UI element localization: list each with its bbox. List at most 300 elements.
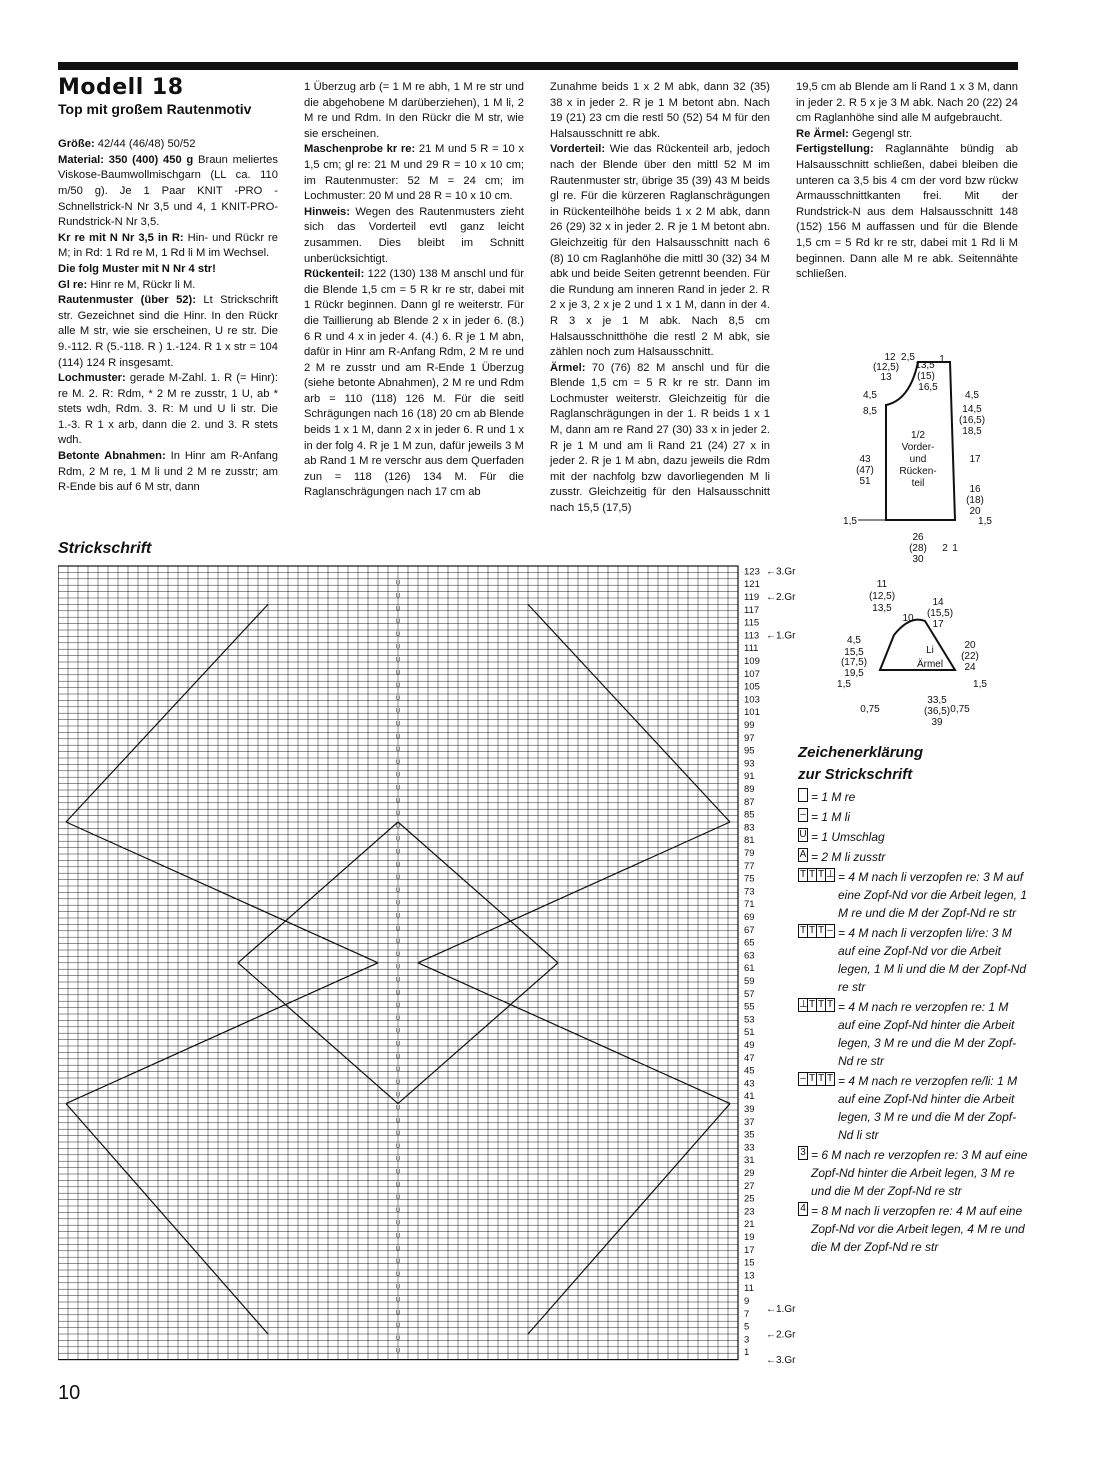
legend-symbol-icon (798, 868, 835, 882)
chart-stitch-mark: U (395, 657, 401, 664)
size-marker: ←3.Gr (766, 566, 796, 578)
chart-stitch-mark: U (395, 1143, 401, 1150)
chart-stitch-mark: U (395, 1105, 401, 1112)
paragraph (58, 449, 278, 496)
measurement-label: 17 (932, 619, 944, 630)
row-number: 65 (744, 937, 755, 949)
legend-item (798, 848, 1028, 866)
paragraph (304, 267, 524, 501)
chart-stitch-mark: U (395, 1259, 401, 1266)
row-number: 25 (744, 1193, 755, 1205)
paragraph-text: 1 Überzug arb (= 1 M re abh, 1 M re str und die abgehobene M darüberziehen), 1 M li, 2 M re und Rdm. In den Rückr die M str, wie sie erscheinen. (304, 81, 524, 140)
measurement-label: Vorder- (901, 442, 935, 453)
row-number: 33 (744, 1142, 755, 1154)
chart-stitch-mark: U (395, 913, 401, 920)
legend-symbol-cell: A (799, 849, 807, 860)
chart-stitch-mark: U (395, 1323, 401, 1330)
row-number: 23 (744, 1206, 755, 1218)
legend-symbol-icon (798, 808, 808, 822)
legend-item (798, 1146, 1028, 1200)
paragraph-text: Wie das Rückenteil arb, jedoch nach der Blende über den mittl 52 M im Rautenmuster str, übrige 35 (39) 43 M beids gl re. Für die kürzeren Raglanschrägungen in Rückenteilhöhe beids 1 x 2 M abk, dann 26 (29) 32 x in jeder 2. R je 1 M betont abn. Gleichzeitig für den Halsausschnitt nach 6 (8) 10 cm Raglanhöhe die mittl 30 (32) 34 M abk und beide Seiten getrennt beenden. Für die Rundung am inneren Rand in jeder 2. R 2 x je 3, 2 x je 2 und 1 x 1 M, dann in der 4. R 3 x je 1 M abk. Nach 8,5 cm Halsausschnitthöhe die restl 2 M abk, sie zählen noch zum Halsausschnitt. (550, 143, 770, 359)
chart-stitch-mark: U (395, 977, 401, 984)
measurement-label: 17 (969, 454, 981, 465)
row-number: 49 (744, 1040, 755, 1051)
chart-stitch-mark: U (395, 1348, 401, 1355)
legend-symbol-cell: U (799, 829, 807, 840)
legend-symbol-cell: 3 (800, 1147, 806, 1158)
chart-stitch-mark: U (395, 1079, 401, 1086)
row-number: 77 (744, 860, 755, 872)
measurement-label: 1 (939, 354, 945, 365)
paragraph-text: 122 (130) 138 M anschl und für die Blende 1,5 cm = 5 R kr re str, dabei mit 1 Rückr beginnen. Dann gl re weiterstr. Für die Taillierung ab Blende 2 x in jeder 6. (8.) 6 R und 4 x in jeder 4. (4.) 6. R je 1 M abn, dafür in Hinr am R-Anfang Rdm, 2 M re und 2 M re zusstr und am R-Ende 1 Überzug (siehe betonte Abnahmen), 2 M re und Rdm arb = 110 (118) 126 M. Für die seitl Schrägungen nach 16 (18) 20 cm ab Blende beids 1 x 1 M, dann 2 x in jeder 6. R und 1 x in der folg 4. R je 1 M zun, dafür jeweils 3 M ab Rand 1 M re verschr aus dem Querfaden zun = 118 (126) 134 M. Für die Raglanschrägungen nach 17 cm ab (304, 268, 524, 499)
chart-stitch-mark: U (395, 1169, 401, 1176)
measurement-label: 30 (912, 554, 924, 565)
row-number: 27 (744, 1180, 755, 1192)
legend-text: = 4 M nach li verzopfen li/re: 3 M auf eine Zopf-Nd vor die Arbeit legen, 1 M li und die M der Zopf-Nd re str (838, 926, 1027, 994)
row-number: 91 (744, 771, 755, 783)
paragraph-text: gerade M-Zahl. 1. R (= Hinr): re M. 2. R: Rdm, * 2 M re zusstr, 1 U, ab * stets wdh, Rdm. 3. R: M und U li str. Die 1.-3. R 1 x arb, dann die 2. und 3. R stets wdh. (58, 372, 278, 447)
row-number: 61 (744, 963, 755, 975)
paragraph-text: Raglannähte bündig ab Halsausschnitt schließen, dabei bleiben die unteren ca 3,5 bis 4 cm der vord bzw rückw Armausschnittkanten frei. Mit der Rundstrick-N aus dem Halsausschnitt 148 (152) 156 M auffassen und für die Blende 1,5 cm = 5 Rd kr re str, dabei mit 1 Rd li M beginnen. Dann alle M re abk. Seitennähte schließen. (796, 143, 1018, 281)
measurement-label: 13 (880, 372, 892, 383)
paragraph (58, 293, 278, 371)
size-marker: ←1.Gr (766, 630, 796, 642)
row-number: 51 (744, 1027, 755, 1039)
paragraph-heading: Betonte Abnahmen: (58, 450, 166, 463)
paragraph (304, 205, 524, 267)
chart-stitch-mark: U (395, 1310, 401, 1317)
legend-symbol-cell: T (808, 1073, 816, 1084)
legend-text: = 4 M nach re verzopfen re/li: 1 M auf eine Zopf-Nd hinter die Arbeit legen, 3 M re und die M der Zopf-Nd li str (838, 1074, 1018, 1142)
paragraph-text: Lt Strickschrift str. Gezeichnet sind die Hinr. In den Rückr alle M str, wie sie erscheinen, U re str. Die 9.-112. R (5.-118. R ) 1.-124. R 1 x str = 104 (114) 124 R insgesamt. (58, 294, 278, 369)
row-number: 55 (744, 1001, 755, 1013)
measurement-label: 8,5 (863, 406, 877, 417)
paragraph (58, 278, 278, 294)
model-subtitle: Top mit großem Rautenmotiv (58, 100, 252, 117)
legend-symbol-cell: T (799, 925, 807, 936)
paragraph-text: In Hinr am R-Anfang Rdm, 2 M re, 1 M li und 2 M re zusstr; am R-Ende bis auf 6 M str, dann (58, 450, 278, 494)
paragraph-text: 21 M und 5 R = 10 x 1,5 cm; gl re: 21 M und 29 R = 10 x 10 cm; im Rautenmuster: 52 M = 24 cm; im Lochmuster: 20 M und 28 R = 10 x 10 cm. (304, 143, 524, 203)
row-number: 81 (744, 835, 755, 847)
row-number: 37 (744, 1116, 755, 1128)
measurement-label: (15,5) (926, 608, 954, 619)
measurement-label: (28) (909, 543, 927, 554)
measurement-label: (22) (961, 651, 979, 662)
chart-stitch-mark: U (395, 990, 401, 997)
row-number: 45 (744, 1065, 755, 1077)
sleeve-schematic (830, 575, 1030, 730)
row-number: 57 (744, 988, 755, 1000)
measurement-label: 51 (859, 476, 871, 487)
legend-text: = 6 M nach re verzopfen re: 3 M auf eine Zopf-Nd hinter die Arbeit legen, 3 M re und die M der Zopf-Nd re str (811, 1148, 1028, 1198)
row-number: 7 (744, 1308, 750, 1320)
chart-stitch-mark: U (395, 836, 401, 843)
chart-stitch-mark: U (395, 670, 401, 677)
row-number: 87 (744, 796, 755, 808)
paragraph (550, 142, 770, 360)
legend-item (798, 998, 1028, 1070)
chart-title: Strickschrift (58, 540, 152, 557)
legend-symbol-cell: T (817, 869, 825, 880)
paragraph (304, 80, 524, 142)
chart-stitch-mark: U (395, 644, 401, 651)
chart-stitch-mark: U (395, 1182, 401, 1189)
paragraph (796, 142, 1018, 282)
measurement-label: teil (911, 478, 925, 489)
measurement-label: 13,5 (915, 360, 935, 371)
legend-text: = 1 Umschlag (811, 830, 885, 844)
chart-stitch-mark: U (395, 619, 401, 626)
row-number: 5 (744, 1321, 750, 1333)
legend-title: Zeichenerklärung (798, 744, 924, 761)
paragraph-text: Gegengl str. (848, 127, 913, 140)
row-number: 89 (744, 784, 755, 795)
measurement-label: 12 (884, 352, 896, 363)
text-column-4 (796, 80, 1018, 283)
paragraph (58, 137, 278, 153)
measurement-label: 39 (931, 717, 943, 728)
row-number: 85 (744, 809, 755, 821)
legend-symbol-cell (799, 789, 807, 801)
chart-stitch-mark: U (395, 1041, 401, 1048)
chart-stitch-mark: U (395, 593, 401, 600)
legend-symbol-icon (798, 924, 835, 938)
paragraph-heading: Vorderteil: (550, 143, 606, 156)
measurement-label: (17,5) (840, 657, 868, 668)
measurement-label: 19,5 (844, 668, 864, 679)
top-rule (58, 62, 1018, 70)
chart-stitch-mark: U (395, 759, 401, 766)
size-marker: ←1.Gr (766, 1304, 796, 1315)
page-number: 10 (58, 1382, 81, 1404)
chart-stitch-mark: U (395, 1207, 401, 1214)
measurement-label: 0,75 (860, 704, 880, 715)
row-number: 99 (744, 720, 755, 731)
paragraph (796, 80, 1018, 127)
measurement-label: 16,5 (918, 382, 938, 393)
chart-stitch-mark: U (395, 606, 401, 613)
row-number: 13 (744, 1270, 755, 1282)
measurement-label: 0,75 (950, 704, 970, 715)
paragraph-heading: Rautenmuster (über 52): (58, 294, 196, 307)
chart-stitch-mark: U (395, 683, 401, 690)
paragraph (304, 142, 524, 204)
legend-symbol-icon (798, 788, 808, 802)
measurement-label: 43 (859, 454, 871, 465)
row-number: 115 (744, 617, 760, 629)
chart-stitch-mark: U (395, 785, 401, 792)
measurement-label: (16,5) (958, 415, 986, 426)
measurement-label: 10 (902, 613, 914, 624)
row-number: 79 (744, 848, 755, 859)
row-number: 21 (744, 1219, 755, 1231)
row-number: 67 (744, 924, 755, 936)
measurement-label: 4,5 (847, 635, 861, 646)
row-number: 31 (744, 1155, 755, 1167)
chart-stitch-mark: U (395, 811, 401, 818)
legend-item (798, 788, 1028, 806)
chart-stitch-mark: U (395, 862, 401, 869)
row-number: 83 (744, 822, 755, 834)
paragraph-heading: Maschenprobe kr re: (304, 143, 416, 156)
paragraph (550, 80, 770, 142)
legend-symbol-cell: T (826, 999, 834, 1010)
chart-stitch-mark: U (395, 631, 401, 638)
paragraph-text: Wegen des Rautenmusters zieht sich das Vorderteil evtl ganz leicht zusammen. Dies bleibt im Schnitt unberücksichtigt. (304, 205, 524, 265)
measurement-label: und (909, 454, 927, 465)
measurement-label: 16 (969, 484, 981, 495)
chart-stitch-mark: U (395, 1297, 401, 1304)
row-number: 95 (744, 745, 755, 757)
legend-item (798, 828, 1028, 846)
legend-symbol-cell: 4 (800, 1203, 806, 1214)
legend-text: = 1 M re (811, 790, 856, 804)
legend-symbol-icon (798, 1072, 835, 1086)
row-number: 109 (744, 656, 760, 667)
row-number: 19 (744, 1232, 755, 1243)
row-number: 117 (744, 604, 760, 616)
legend-text: = 8 M nach li verzopfen re: 4 M auf eine Zopf-Nd vor die Arbeit legen, 4 M re und die M der Zopf-Nd re str (811, 1204, 1025, 1254)
chart-stitch-mark: U (395, 1118, 401, 1125)
chart-stitch-mark: U (395, 695, 401, 702)
knitting-chart (58, 562, 818, 1382)
row-number: 119 (744, 592, 760, 603)
chart-stitch-mark: U (395, 1092, 401, 1099)
row-number: 53 (744, 1014, 755, 1026)
legend-symbol-icon (798, 998, 835, 1012)
legend-symbol-cell: ⊥ (826, 869, 835, 880)
legend-symbol-cell: T (808, 869, 816, 880)
row-number: 63 (744, 950, 755, 962)
chart-stitch-mark: U (395, 1156, 401, 1163)
paragraph (58, 262, 278, 278)
measurement-label: 13,5 (872, 603, 892, 614)
legend-text: = 1 M li (811, 810, 851, 824)
chart-stitch-mark: U (395, 734, 401, 741)
legend-symbol-icon (798, 828, 808, 842)
paragraph-text: 70 (76) 82 M anschl und für die Blende 1,5 cm = 5 R kr re str. Dann im Lochmuster weiterstr. Gleichzeitig für die Raglanschrägungen in der 1. R beids 1 x 1 M, dann am re Rand 27 (30) 33 x in jeder 2. R je 1 M und am li Rand 21 (24) 27 x in jeder 2. R je 1 M abn, dazu jeweils die Rdm mit der nachfolg bzw davorliegenden M li zusstr. Gleichzeitig für den Halsausschnitt nach 15,5 (17,5) (550, 361, 770, 515)
chart-stitch-mark: U (395, 1054, 401, 1061)
paragraph-text: Hinr re M, Rückr li M. (87, 278, 196, 291)
row-number: 43 (744, 1078, 755, 1090)
row-number: 75 (744, 873, 755, 885)
chart-stitch-mark: U (395, 849, 401, 856)
legend-item (798, 1072, 1028, 1144)
paragraph-heading: Größe: (58, 138, 95, 151)
paragraph-text: Zunahme beids 1 x 2 M abk, dann 32 (35) 38 x in jeder 2. R je 1 M betont abn. Nach 19 (21) 23 cm die restl 50 (52) 54 M für den Halsausschnitt re abk. (550, 81, 770, 140)
body-schematic (830, 350, 1030, 565)
chart-legend (798, 742, 1028, 1256)
chart-stitch-mark: U (395, 1028, 401, 1035)
size-marker: ←3.Gr (766, 1355, 796, 1367)
chart-stitch-mark: U (395, 1271, 401, 1278)
chart-stitch-mark: U (395, 926, 401, 933)
row-number: 15 (744, 1257, 755, 1269)
paragraph-text: 42/44 (46/48) 50/52 (94, 138, 196, 151)
measurement-label: (47) (856, 465, 874, 476)
measurement-label: 4,5 (863, 390, 877, 401)
chart-stitch-mark: U (395, 1195, 401, 1202)
legend-item (798, 1202, 1028, 1256)
row-number: 29 (744, 1168, 755, 1179)
measurement-label: (15) (917, 371, 935, 382)
measurement-label: 18,5 (962, 426, 982, 437)
legend-item (798, 868, 1028, 922)
legend-symbol-icon (798, 1202, 808, 1216)
paragraph-heading: Ärmel: (550, 361, 586, 374)
measurement-label: 1,5 (837, 679, 851, 690)
legend-item (798, 808, 1028, 826)
legend-symbol-cell: – (800, 809, 806, 820)
row-number: 47 (744, 1052, 755, 1064)
measurement-label: 2 (942, 543, 948, 554)
chart-stitch-mark: U (395, 708, 401, 715)
paragraph (58, 153, 278, 231)
measurement-label: 14 (932, 597, 944, 608)
measurement-label: 1,5 (978, 516, 992, 527)
measurement-label: (18) (966, 495, 984, 506)
row-number: 39 (744, 1104, 755, 1115)
paragraph-heading: Lochmuster: (58, 372, 126, 385)
chart-stitch-mark: U (395, 823, 401, 830)
legend-symbol-cell: T (826, 1073, 834, 1084)
text-column-3 (550, 80, 770, 517)
text-column-2 (304, 80, 524, 501)
measurement-label: 1,5 (973, 679, 987, 690)
chart-stitch-mark: U (395, 1067, 401, 1074)
chart-stitch-mark: U (395, 580, 401, 587)
measurement-label: 1/2 (911, 430, 925, 441)
chart-stitch-mark: U (395, 1233, 401, 1240)
row-number: 103 (744, 694, 760, 706)
row-number: 9 (744, 1296, 750, 1307)
measurement-label: Rücken- (899, 466, 937, 477)
row-number: 41 (744, 1091, 755, 1103)
legend-symbol-cell: T (808, 999, 816, 1010)
legend-subtitle: zur Strickschrift (798, 766, 913, 783)
measurement-label: 15,5 (844, 647, 864, 658)
paragraph-heading: Gl re: (58, 278, 88, 291)
legend-symbol-cell: ⊥ (799, 999, 808, 1010)
row-number: 59 (744, 976, 755, 987)
row-number: 71 (744, 899, 755, 911)
legend-symbol-cell: – (799, 1073, 808, 1085)
row-number: 97 (744, 732, 755, 744)
row-number: 3 (744, 1334, 750, 1346)
chart-stitch-mark: U (395, 1220, 401, 1227)
chart-stitch-mark: U (395, 1284, 401, 1291)
chart-stitch-mark: U (395, 1003, 401, 1010)
measurement-label: (12,5) (872, 362, 900, 373)
row-number: 93 (744, 758, 755, 770)
row-number: 111 (744, 643, 759, 655)
chart-stitch-mark: U (395, 1015, 401, 1022)
paragraph-heading: Fertigstellung: (796, 143, 874, 156)
chart-stitch-mark: U (395, 951, 401, 958)
chart-stitch-mark: U (395, 900, 401, 907)
measurement-label: (12,5) (868, 591, 896, 602)
measurement-label: 33,5 (927, 695, 947, 706)
row-number: 35 (744, 1129, 755, 1141)
legend-symbol-cell: T (817, 1073, 825, 1084)
paragraph-heading: Kr re mit N Nr 3,5 in R: (58, 231, 184, 244)
row-number: 107 (744, 668, 760, 680)
paragraph-heading: Rückenteil: (304, 268, 365, 281)
measurement-label: 1 (952, 543, 958, 554)
paragraph-heading: Hinweis: (304, 205, 351, 218)
chart-stitch-mark: U (395, 798, 401, 805)
legend-text: = 4 M nach re verzopfen re: 1 M auf eine Zopf-Nd hinter die Arbeit legen, 3 M re und die M der Zopf-Nd re str (838, 1000, 1017, 1068)
row-number: 123 (744, 566, 760, 578)
row-number: 101 (744, 707, 760, 719)
legend-symbol-icon (798, 848, 808, 862)
paragraph-heading: Die folg Muster mit N Nr 4 str! (58, 262, 216, 275)
measurement-label: 20 (969, 506, 981, 517)
chart-stitch-mark: U (395, 1246, 401, 1253)
chart-stitch-mark: U (395, 939, 401, 946)
text-column-1 (58, 75, 278, 496)
measurement-label: 1,5 (843, 516, 857, 527)
paragraph (796, 127, 1018, 143)
legend-symbol-cell: T (808, 925, 816, 936)
measurement-label: 11 (876, 579, 888, 590)
chart-stitch-mark: U (395, 721, 401, 728)
row-number: 17 (744, 1244, 755, 1256)
paragraph-text: 19,5 cm ab Blende am li Rand 1 x 3 M, dann in jeder 2. R 5 x je 3 M abk. Nach 20 (22) 24 cm Raglanhöhe sind alle M aufgebraucht. (796, 81, 1018, 125)
measurement-label: Ärmel (916, 659, 944, 670)
measurement-label: 24 (964, 662, 976, 673)
measurement-label: Li (926, 645, 934, 656)
row-number: 11 (744, 1283, 754, 1295)
chart-stitch-mark: U (395, 1131, 401, 1138)
paragraph-heading: Re Ärmel: (796, 127, 849, 140)
row-number: 1 (744, 1347, 750, 1359)
legend-text: = 2 M li zusstr (811, 850, 886, 864)
chart-stitch-mark: U (395, 875, 401, 882)
row-number: 69 (744, 912, 755, 923)
chart-stitch-mark: U (395, 1335, 401, 1342)
measurement-label: 20 (964, 640, 976, 651)
row-number: 105 (744, 681, 760, 693)
paragraph-text: Hin- und Rückr re M; in Rd: 1 Rd re M, 1 Rd li M im Wechsel. (58, 231, 278, 260)
row-number: 73 (744, 886, 755, 898)
row-number: 121 (744, 579, 760, 591)
legend-symbol-icon (798, 1146, 808, 1160)
paragraph (58, 231, 278, 262)
size-marker: ←2.Gr (766, 592, 796, 603)
chart-stitch-mark: U (395, 772, 401, 779)
measurement-label: 2,5 (901, 352, 915, 363)
measurement-label: 26 (912, 532, 924, 543)
legend-symbol-cell: T (817, 999, 825, 1010)
row-number: 113 (744, 630, 760, 642)
measurement-label: 14,5 (962, 404, 982, 415)
legend-text: = 4 M nach li verzopfen re: 3 M auf eine Zopf-Nd vor die Arbeit legen, 1 M re und die M der Zopf-Nd re str (838, 870, 1027, 920)
chart-stitch-mark: U (395, 887, 401, 894)
model-title: Modell 18 (58, 75, 184, 100)
chart-stitch-mark: U (395, 964, 401, 971)
measurement-label: 4,5 (965, 390, 979, 401)
paragraph (550, 361, 770, 517)
size-marker: ←2.Gr (766, 1329, 796, 1341)
legend-symbol-cell: – (827, 925, 833, 936)
legend-item (798, 924, 1028, 996)
paragraph-text: Braun meliertes Viskose-Baumwollmischgarn (LL ca. 110 m/50 g). Je 1 Paar KNIT -PRO -Schnellstrick-N Nr 3,5 und 4, 1 KNIT-PRO-Rundstrick-N Nr 3,5. (58, 153, 278, 229)
legend-symbol-cell: T (799, 869, 807, 880)
chart-stitch-mark: U (395, 747, 401, 754)
legend-symbol-cell: T (817, 925, 825, 936)
measurement-label: (36,5) (923, 706, 951, 717)
